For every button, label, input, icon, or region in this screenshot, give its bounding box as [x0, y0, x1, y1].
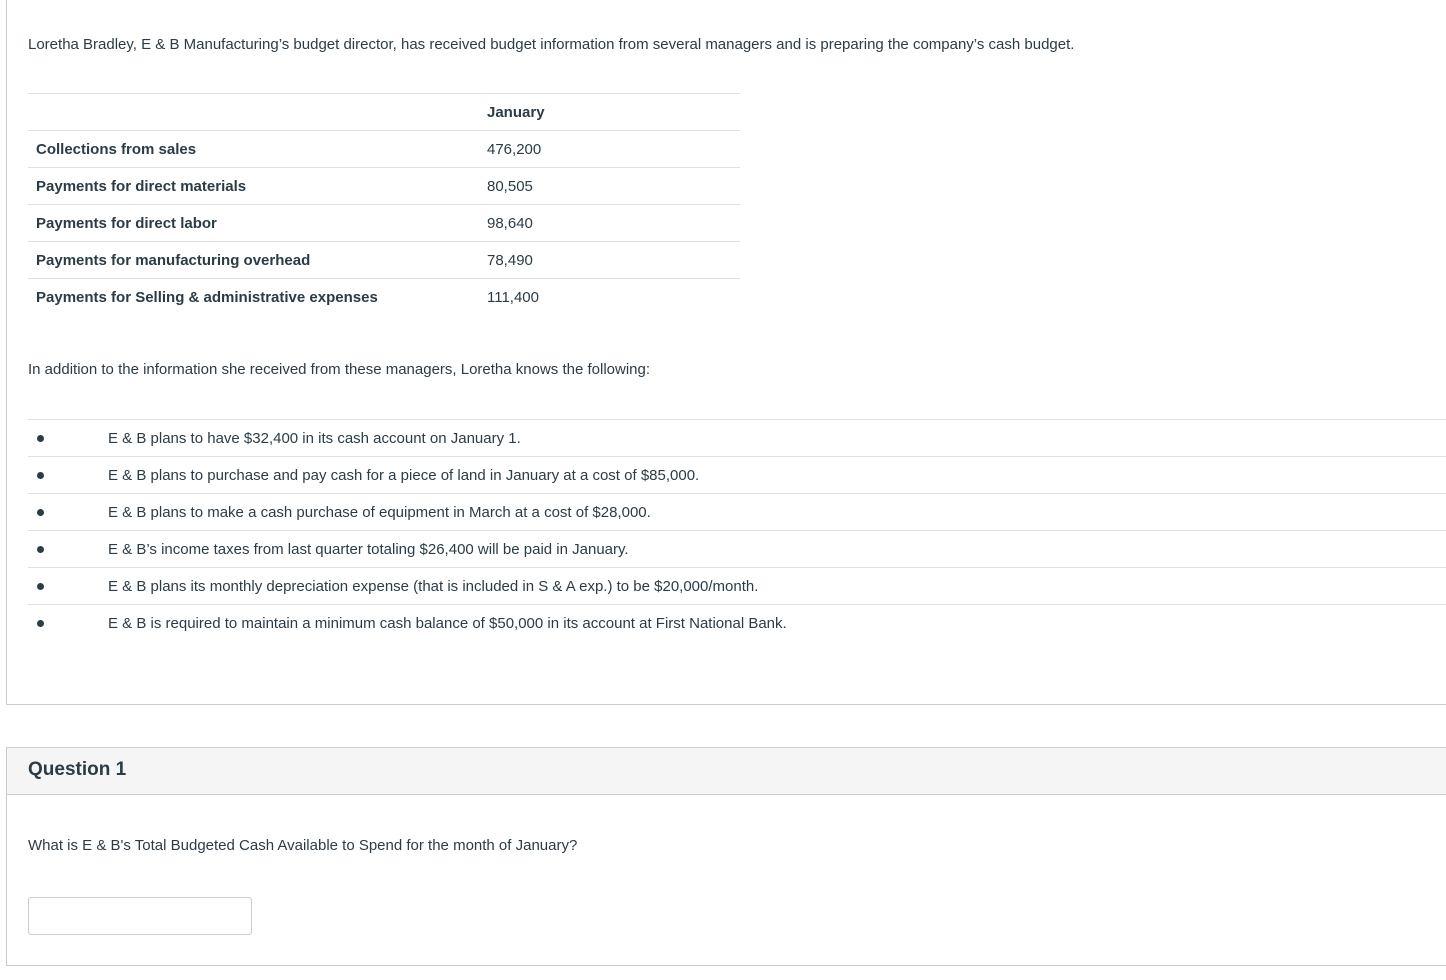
table-row	[28, 168, 740, 205]
bullet-icon	[37, 435, 44, 442]
list-item-text: E & B plans to purchase and pay cash for a piece of land in January at a cost of $85,000.	[108, 466, 700, 484]
table-row	[28, 205, 740, 242]
question-header	[7, 748, 1446, 795]
list-item-text: E & B is required to maintain a minimum cash balance of $50,000 in its account at First National Bank.	[108, 614, 787, 632]
budget-table	[28, 93, 740, 315]
additional-info-intro: In addition to the information she received from these managers, Loretha knows the following:	[28, 361, 651, 378]
list-item-text: E & B plans to make a cash purchase of equipment in March at a cost of $28,000.	[108, 503, 651, 521]
table-row	[28, 131, 740, 168]
passage-box	[6, 0, 1446, 705]
row-label: Collections from sales	[28, 131, 479, 168]
table-row	[28, 279, 740, 316]
bullet-icon	[37, 583, 44, 590]
row-label: Payments for Selling & administrative expenses	[28, 279, 479, 316]
question-title: Question 1	[28, 759, 127, 780]
row-value: 80,505	[479, 168, 740, 205]
question-text: What is E & B's Total Budgeted Cash Available to Spend for the month of January?	[28, 837, 578, 854]
row-label: Payments for direct materials	[28, 168, 479, 205]
list-item	[28, 530, 1446, 567]
row-label: Payments for manufacturing overhead	[28, 242, 479, 279]
table-header-empty	[28, 94, 479, 131]
passage-intro: Loretha Bradley, E & B Manufacturing’s budget director, has received budget information from several managers and is preparing the company’s cash budget.	[28, 36, 1075, 53]
list-item	[28, 604, 1446, 641]
row-value: 98,640	[479, 205, 740, 242]
list-item-text: E & B’s income taxes from last quarter totaling $26,400 will be paid in January.	[108, 540, 629, 558]
list-item	[28, 567, 1446, 604]
table-header-row	[28, 94, 740, 131]
list-item-text: E & B plans its monthly depreciation expense (that is included in S & A exp.) to be $20,000/month.	[108, 577, 759, 595]
list-item	[28, 493, 1446, 530]
row-value: 111,400	[479, 279, 740, 316]
answer-input[interactable]	[28, 897, 252, 935]
question-box	[6, 747, 1446, 966]
bullet-icon	[37, 472, 44, 479]
bullet-list	[28, 419, 1446, 641]
list-item	[28, 419, 1446, 456]
bullet-icon	[37, 620, 44, 627]
row-value: 78,490	[479, 242, 740, 279]
bullet-icon	[37, 546, 44, 553]
table-row	[28, 242, 740, 279]
row-label: Payments for direct labor	[28, 205, 479, 242]
table-header-january: January	[479, 94, 740, 131]
list-item-text: E & B plans to have $32,400 in its cash account on January 1.	[108, 429, 521, 447]
row-value: 476,200	[479, 131, 740, 168]
list-item	[28, 456, 1446, 493]
bullet-icon	[37, 509, 44, 516]
